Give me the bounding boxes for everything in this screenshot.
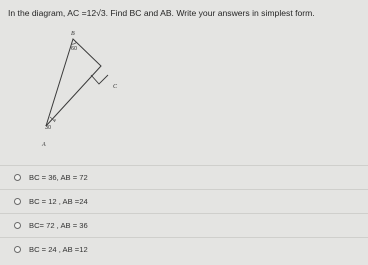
answer-choice-4[interactable] — [14, 243, 88, 255]
radio-button[interactable] — [14, 174, 21, 181]
divider — [0, 189, 368, 190]
question-text: In the diagram, AC =12√3. Find BC and AB. Write your answers in simplest form. — [8, 8, 315, 18]
triangle-diagram — [30, 26, 150, 156]
radio-button[interactable] — [14, 222, 21, 229]
angle-a-label: 30 — [45, 125, 52, 131]
radio-button[interactable] — [14, 246, 21, 253]
angle-a-degree-mark: ° — [54, 119, 57, 125]
divider — [0, 165, 368, 166]
answer-choice-2[interactable] — [14, 195, 88, 207]
vertex-c-label: C — [113, 84, 118, 90]
angle-b-label: 60 — [71, 46, 78, 52]
right-angle-marker — [91, 75, 108, 84]
vertex-b-label: B — [71, 31, 75, 37]
triangle-shape — [46, 39, 101, 126]
choice-label: BC= 72 , AB = 36 — [29, 220, 88, 230]
choice-label: BC = 12 , AB =24 — [29, 196, 88, 206]
vertex-a-label: A — [42, 142, 46, 148]
divider — [0, 213, 368, 214]
divider — [0, 237, 368, 238]
choice-label: BC = 36, AB = 72 — [29, 172, 88, 182]
radio-button[interactable] — [14, 198, 21, 205]
answer-choice-3[interactable] — [14, 219, 88, 231]
choice-label: BC = 24 , AB =12 — [29, 244, 88, 254]
answer-choice-1[interactable] — [14, 171, 88, 183]
